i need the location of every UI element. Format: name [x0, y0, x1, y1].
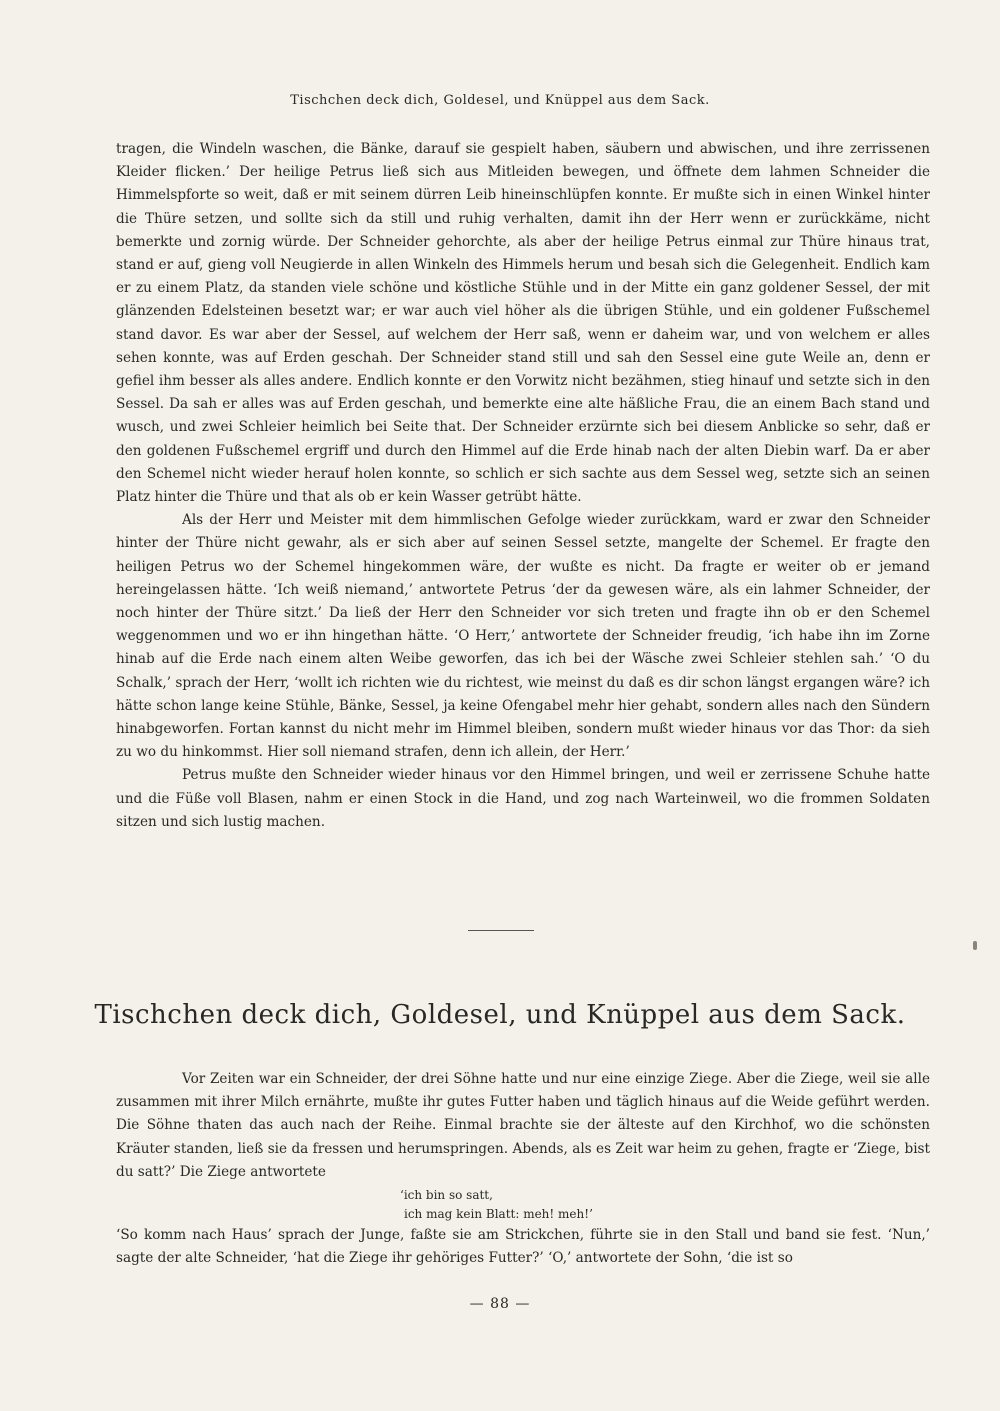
paragraph: Als der Herr und Meister mit dem himmlischen Gefolge wieder zurückkam, ward er zwar den Schneider hinter der Thüre nicht gewahr, als er sich aber auf seinen Sessel setzte, mangelte der Schemel. Er fragte den heiligen Petrus wo der Schemel hingekommen wäre, der wußte es nicht. Da fragte er weiter ob er jemand hereingelassen hätte. ‘Ich weiß niemand,’ antwortete Petrus ‘der da gewesen wäre, als ein lahmer Schneider, der noch hinter der Thüre sitzt.’ Da ließ der Herr den Schneider vor sich treten und fragte ihn ob er den Schemel weggenommen und wo er ihn hingethan hätte. ‘O Herr,’ antwortete der Schneider freudig, ‘ich habe ihn im Zorne hinab auf die Erde nach einem alten Weibe geworfen, das ich bei der Wäsche zwei Schleier stehlen sah.’ ‘O du Schalk,’ sprach der Herr, ‘wollt ich richten wie du richtest, wie meinst du daß es dir schon längst ergangen wäre? ich hätte schon lange keine Stühle, Bänke, Sessel, ja keine Ofengabel mehr hier gehabt, sondern alles nach den Sündern hinabgeworfen. Fortan kannst du nicht mehr im Himmel bleiben, sondern mußt wieder hinaus vor das Thor: da sieh zu wo du hinkommst. Hier soll niemand strafen, denn ich allein, der Herr.’ — [116, 512, 930, 761]
verse — [400, 1186, 930, 1224]
verse-line: ich mag kein Blatt: meh! meh!’ — [404, 1207, 593, 1222]
story-text — [116, 1068, 930, 1270]
page-number: — 88 — — [469, 1296, 531, 1312]
section-divider — [468, 930, 534, 931]
paper-speck — [973, 941, 977, 950]
paragraph: ‘So komm nach Haus’ sprach der Junge, faßte sie am Strickchen, führte sie in den Stall und band sie fest. ‘Nun,’ sagte der alte Schneider, ‘hat die Ziege ihr gehöriges Futter?’ ‘O,’ antwortete der Sohn, ‘die ist so — [116, 1227, 930, 1267]
paragraph: Vor Zeiten war ein Schneider, der drei Söhne hatte und nur eine einzige Ziege. Aber die Ziege, weil sie alle zusammen mit ihrer Milch ernährte, mußte ihr gutes Futter haben und täglich hinaus auf die Weide geführt werden. Die Söhne thaten das auch nach der Reihe. Einmal brachte sie der älteste auf den Kirchhof, wo die schönsten Kräuter standen, ließ sie da fressen und herumspringen. Abends, als es Zeit war heim zu gehen, fragte er ‘Ziege, bist du satt?’ Die Ziege antwortete — [116, 1071, 930, 1180]
running-head: Tischchen deck dich, Goldesel, und Knüppel aus dem Sack. — [290, 93, 710, 108]
previous-story-text — [116, 138, 930, 834]
paragraph: Petrus mußte den Schneider wieder hinaus vor den Himmel bringen, und weil er zerrissene Schuhe hatte und die Füße voll Blasen, nahm er einen Stock in die Hand, und zog nach Warteinweil, wo die frommen Soldaten sitzen und sich lustig machen. — [116, 767, 930, 830]
paragraph: tragen, die Windeln waschen, die Bänke, darauf sie gespielt haben, säubern und abwischen, und ihre zerrissenen Kleider flicken.’ Der heilige Petrus ließ sich aus Mitleiden bewegen, und öffnete dem lahmen Schneider die Himmelspforte so weit, daß er mit seinem dürren Leib hineinschlüpfen konnte. Er mußte sich in einen Winkel hinter die Thüre setzen, und sollte sich da still und ruhig verhalten, damit ihn der Herr wenn er zurückkäme, nicht bemerkte und zornig würde. Der Schneider gehorchte, als aber der heilige Petrus einmal zur Thüre hinaus trat, stand er auf, gieng voll Neugierde in allen Winkeln des Himmels herum und besah sich die Gelegenheit. Endlich kam er zu einem Platz, da standen viele schöne und köstliche Stühle und in der Mitte ein ganz goldener Sessel, der mit glänzenden Edelsteinen besetzt war; er war auch viel höher als die übrigen Stühle, und ein goldener Fußschemel stand davor. Es war aber der Sessel, auf welchem der Herr saß, wenn er daheim war, und von welchem er alles sehen konnte, was auf Erden geschah. Der Schneider stand still und sah den Sessel eine gute Weile an, denn er gefiel ihm besser als alles andere. Endlich konnte er den Vorwitz nicht bezähmen, stieg hinauf und setzte sich in den Sessel. Da sah er alles was auf Erden geschah, und bemerkte eine alte häßliche Frau, die an einem Bach stand und wusch, und zwei Schleier heimlich bei Seite that. Der Schneider erzürnte sich bei diesem Anblicke so sehr, daß er den goldenen Fußschemel ergriff und durch den Himmel auf die Erde hinab nach der alten Diebin warf. Da er aber den Schemel nicht wieder herauf holen konnte, so schlich er sich sachte aus dem Sessel weg, setzte sich an seinen Platz hinter die Thüre und that als ob er kein Wasser getrübt hätte. — [116, 141, 930, 506]
verse-line: ‘ich bin so satt, — [400, 1188, 493, 1203]
story-title: Tischchen deck dich, Goldesel, und Knüppel aus dem Sack. — [94, 1000, 906, 1030]
